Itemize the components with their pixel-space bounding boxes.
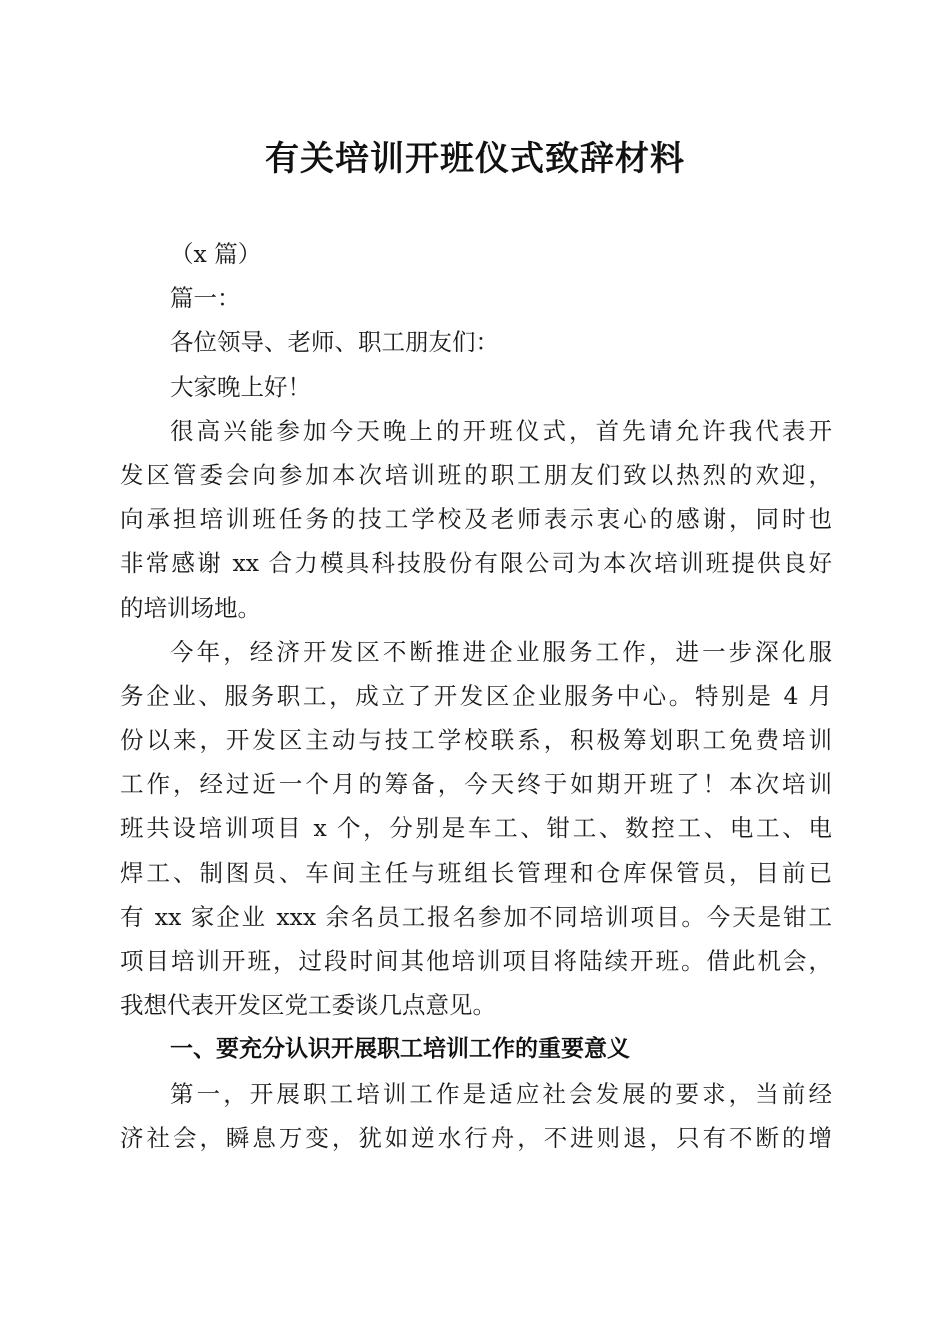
paragraph-line: 焊工、制图员、车间主任与班组长管理和仓库保管员，目前已	[120, 858, 832, 887]
paragraph-line: 班共设培训项目 x 个，分别是车工、钳工、数控工、电工、电	[120, 814, 832, 843]
document-title: 有关培训开班仪式致辞材料	[265, 139, 685, 179]
paragraph-line: 向承担培训班任务的技工学校及老师表示衷心的感谢，同时也	[120, 505, 832, 534]
paragraph-line: 发区管委会向参加本次培训班的职工朋友们致以热烈的欢迎，	[120, 460, 832, 489]
paragraph-line: 今年，经济开发区不断推进企业服务工作，进一步深化服	[170, 637, 832, 666]
paragraph-line: 很高兴能参加今天晚上的开班仪式，首先请允许我代表开	[170, 416, 832, 445]
document-body	[120, 232, 832, 1160]
paragraph-line: 份以来，开发区主动与技工学校联系，积极筹划职工免费培训	[120, 726, 832, 755]
paragraph-line: 非常感谢 xx 合力模具科技股份有限公司为本次培训班提供良好	[120, 549, 832, 578]
text-line: 篇一：	[170, 284, 241, 313]
paragraph-line: 的培训场地。	[120, 593, 261, 622]
text-line: 大家晚上好！	[170, 372, 311, 401]
paragraph-line: 项目培训开班，过段时间其他培训项目将陆续开班。借此机会，	[120, 947, 832, 975]
paragraph-line: 第一，开展职工培训工作是适应社会发展的要求，当前经	[170, 1079, 832, 1108]
section-heading: 一、要充分认识开展职工培训工作的重要意义	[170, 1036, 630, 1063]
paragraph-line: 务企业、服务职工，成立了开发区企业服务中心。特别是 4 月	[120, 681, 832, 710]
paragraph-line: 我想代表开发区党工委谈几点意见。	[120, 991, 496, 1020]
paragraph-line: 济社会，瞬息万变，犹如逆水行舟，不进则退，只有不断的增	[120, 1123, 832, 1152]
text-line: （x 篇）	[170, 240, 262, 268]
paragraph-line: 工作，经过近一个月的筹备，今天终于如期开班了！本次培训	[120, 770, 832, 799]
paragraph-line: 有 xx 家企业 xxx 余名员工报名参加不同培训项目。今天是钳工	[120, 902, 832, 931]
text-line: 各位领导、老师、职工朋友们：	[170, 328, 499, 357]
